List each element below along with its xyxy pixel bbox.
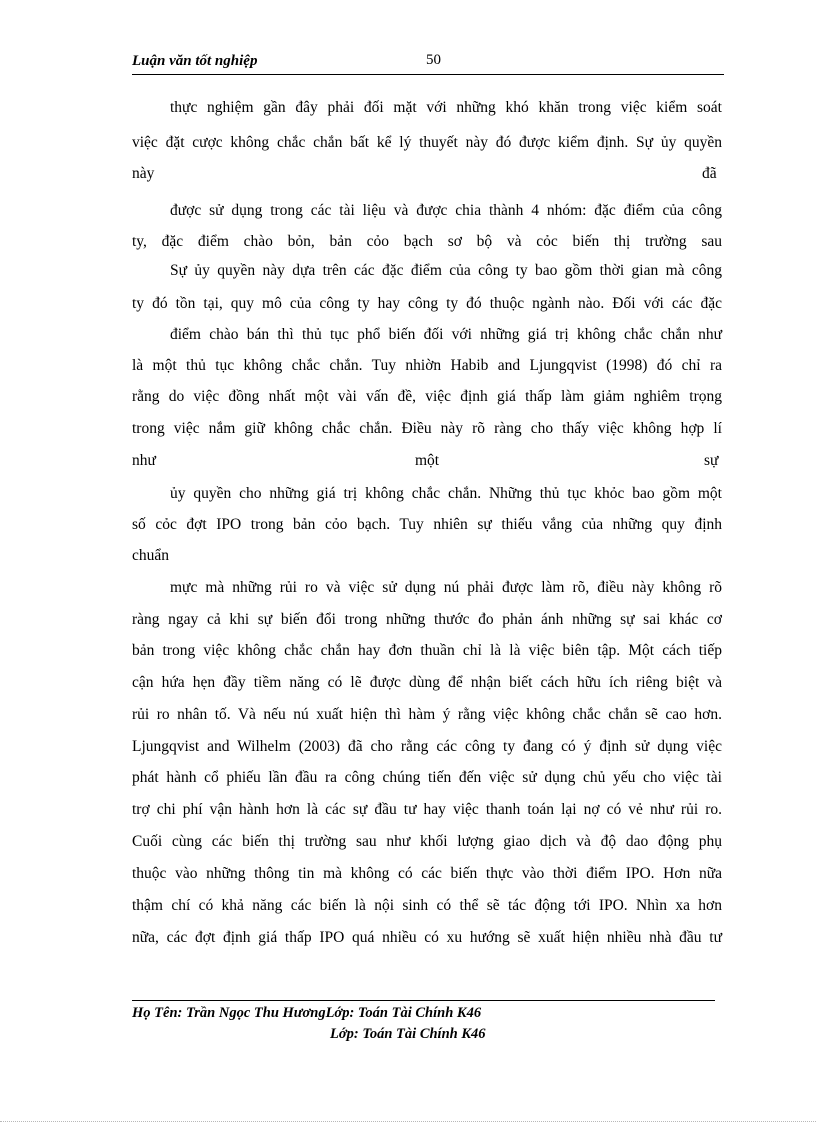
body-line: phát hành cổ phiếu lần đầu ra công chúng tiến đến việc sử dụng chủ yếu cho việc tài <box>132 769 722 786</box>
body-line: Ljungqvist and Wilhelm (2003) đã cho rằng các công ty đang có ý định sử dụng việc <box>132 738 722 755</box>
body-line: cận hứa hẹn đầy tiềm năng có lẽ được dùng để nhận biết cách hữu ích riêng biệt và <box>132 674 722 691</box>
body-line: số cỏc đợt IPO trong bản cỏo bạch. Tuy nhiên sự thiếu vắng của những quy định <box>132 516 722 533</box>
body-line: Cuối cùng các biến thị trường sau như khối lượng giao dịch và độ dao động phụ <box>132 833 722 850</box>
body-line: rủi ro nhân tố. Và nếu nú xuất hiện thì hàm ý rằng việc không chắc chắn sẽ cao hơn. <box>132 706 722 723</box>
body-line: việc đặt cược không chắc chắn bất kể lý thuyết này đó được kiểm định. Sự ủy quyền <box>132 134 722 151</box>
page-bottom-border <box>0 1121 816 1122</box>
body-line: điểm chào bán thì thủ tục phổ biến đối với những giá trị không chắc chắn như <box>170 326 722 343</box>
header-title: Luận văn tốt nghiệp <box>132 53 258 69</box>
body-line: thuộc vào những thông tin mà không có các biến thực vào thời điểm IPO. Hơn nữa <box>132 865 722 882</box>
body-line: ty đó tồn tại, quy mô của công ty hay công ty đó thuộc ngành nào. Đối với các đặc <box>132 295 722 312</box>
page-header <box>132 52 724 75</box>
body-line: thậm chí có khả năng các biến là nội sinh có thể sẽ tác động tới IPO. Nhìn xa hơn <box>132 897 722 914</box>
footer-author: Họ Tên: Trần Ngọc Thu HươngLớp: Toán Tài Chính K46 <box>132 1005 482 1021</box>
body-line: trong việc nắm giữ không chắc chắn. Điều này rõ ràng cho thấy việc không hợp lí <box>132 420 722 437</box>
body-line: như <box>132 452 156 469</box>
body-line: trợ chi phí vận hành hơn là các sự đầu tư hay việc thanh toán lại nợ có vẻ như rủi ro. <box>132 801 722 818</box>
body-line: ràng ngay cả khi sự biến đổi trong những thước đo phản ánh những sự sai khác cơ <box>132 611 722 628</box>
body-line: được sử dụng trong các tài liệu và được chia thành 4 nhóm: đặc điểm của công <box>170 202 722 219</box>
body-line: rằng do việc đồng nhất một vài vấn đề, việc định giá thấp làm giảm nghiêm trọng <box>132 388 722 405</box>
body-line: sự <box>704 452 719 469</box>
body-line: một <box>415 452 440 469</box>
body-line: mực mà những rủi ro và việc sử dụng nú phải được làm rõ, điều này không rõ <box>170 579 722 596</box>
footer-divider <box>132 1000 715 1001</box>
body-line: này <box>132 165 155 182</box>
body-line: ty, đặc điểm chào bỏn, bản cỏo bạch sơ bộ và cỏc biến thị trường sau <box>132 233 722 250</box>
body-line: thực nghiệm gần đây phải đối mặt với những khó khăn trong việc kiểm soát <box>170 99 722 116</box>
body-line: đã <box>702 165 717 182</box>
body-line: ủy quyền cho những giá trị không chắc chắn. Những thủ tục khỏc bao gồm một <box>170 485 722 502</box>
body-line: chuẩn <box>132 547 170 564</box>
footer-class: Lớp: Toán Tài Chính K46 <box>330 1026 486 1042</box>
page-number: 50 <box>426 52 441 68</box>
body-line: là một thủ tục không chắc chắn. Tuy nhiờn Habib and Ljungqvist (1998) đó chỉ ra <box>132 357 722 374</box>
body-line: nữa, các đợt định giá thấp IPO quá nhiều có xu hướng sẽ xuất hiện nhiều nhà đầu tư <box>132 929 722 946</box>
body-line: Sự ủy quyền này dựa trên các đặc điểm của công ty bao gồm thời gian mà công <box>170 262 722 279</box>
body-line: bản trong việc không chắc chắn hay đơn thuần chỉ là là việc biên tập. Một cách tiếp <box>132 642 722 659</box>
